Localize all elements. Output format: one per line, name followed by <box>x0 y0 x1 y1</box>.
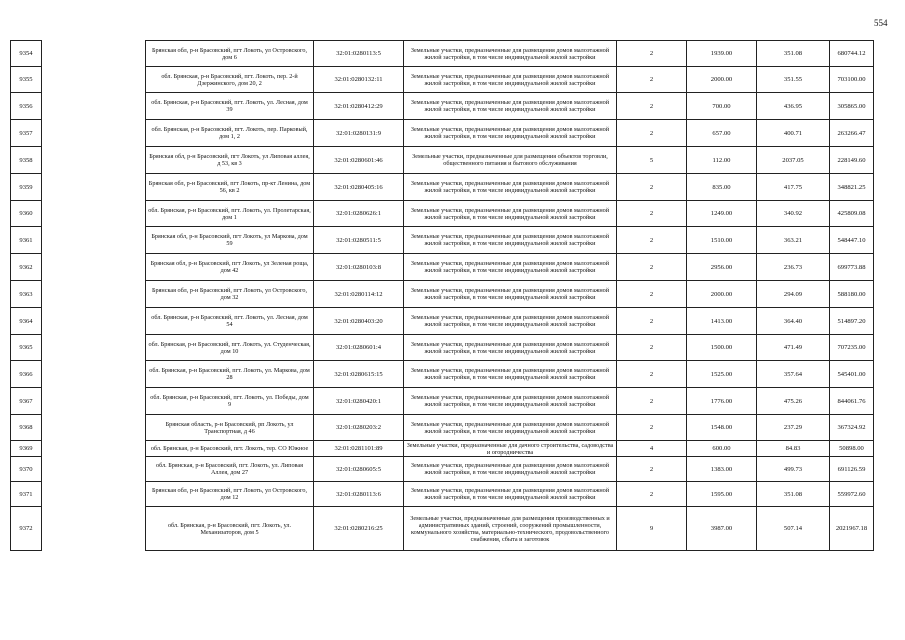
gap-cell <box>42 147 146 174</box>
row-number-cell: 9369 <box>11 441 42 457</box>
address-cell: обл. Брянская, р-н Брасовский, пгт. Локоть, ул. Липовая Аллея, дом 27 <box>146 457 314 482</box>
group-cell: 2 <box>617 308 687 335</box>
area-cell: 3987.00 <box>687 507 757 551</box>
specific-value-cell: 351.55 <box>757 67 830 93</box>
group-cell: 2 <box>617 335 687 361</box>
row-number-cell: 9366 <box>11 361 42 388</box>
cadastral-number-cell: 32:01:0281101:89 <box>314 441 404 457</box>
address-cell: Брянская обл, р-н Брасовский, пгт Локоть, ул Островского, дом 6 <box>146 41 314 67</box>
cadastral-value-cell: 548447.10 <box>830 227 874 254</box>
land-use-cell: Земельные участки, предназначенные для размещения домов малоэтажной жилой застройки, в том числе индивидуальной жилой застройки <box>404 120 617 147</box>
land-use-cell: Земельные участки, предназначенные для размещения домов малоэтажной жилой застройки, в том числе индивидуальной жилой застройки <box>404 254 617 281</box>
address-cell: обл. Брянская, р-н Брасовский, пгт. Локоть, ул. Маркова, дом 28 <box>146 361 314 388</box>
page-number: 554 <box>874 18 888 28</box>
area-cell: 2000.00 <box>687 281 757 308</box>
land-use-cell: Земельные участки, предназначенные для размещения домов малоэтажной жилой застройки, в том числе индивидуальной жилой застройки <box>404 41 617 67</box>
area-cell: 2000.00 <box>687 67 757 93</box>
cadastral-value-cell: 263266.47 <box>830 120 874 147</box>
address-cell: обл. Брянская, р-н Брасовский, пгт. Локоть, тер. СО Южное <box>146 441 314 457</box>
cadastral-number-cell: 32:01:0280405:16 <box>314 174 404 201</box>
table-row <box>11 388 874 415</box>
area-cell: 1500.00 <box>687 335 757 361</box>
specific-value-cell: 351.08 <box>757 41 830 67</box>
specific-value-cell: 294.09 <box>757 281 830 308</box>
land-use-cell: Земельные участки, предназначенные для размещения домов малоэтажной жилой застройки, в том числе индивидуальной жилой застройки <box>404 482 617 507</box>
cadastral-number-cell: 32:01:0280511:5 <box>314 227 404 254</box>
gap-cell <box>42 441 146 457</box>
cadastral-value-cell: 844061.76 <box>830 388 874 415</box>
specific-value-cell: 471.49 <box>757 335 830 361</box>
area-cell: 1595.00 <box>687 482 757 507</box>
cadastral-number-cell: 32:01:0280132:11 <box>314 67 404 93</box>
land-use-cell: Земельные участки, предназначенные для дачного строительства, садоводства и огородничества <box>404 441 617 457</box>
cadastral-number-cell: 32:01:0280113:6 <box>314 482 404 507</box>
area-cell: 2956.00 <box>687 254 757 281</box>
cadastral-number-cell: 32:01:0280605:5 <box>314 457 404 482</box>
gap-cell <box>42 227 146 254</box>
row-number-cell: 9367 <box>11 388 42 415</box>
gap-cell <box>42 388 146 415</box>
row-number-cell: 9354 <box>11 41 42 67</box>
row-number-cell: 9362 <box>11 254 42 281</box>
row-number-cell: 9360 <box>11 201 42 227</box>
specific-value-cell: 340.92 <box>757 201 830 227</box>
cadastral-value-cell: 2021967.18 <box>830 507 874 551</box>
table-row <box>11 308 874 335</box>
gap-cell <box>42 507 146 551</box>
group-cell: 2 <box>617 281 687 308</box>
cadastral-value-table <box>10 40 874 551</box>
group-cell: 2 <box>617 361 687 388</box>
gap-cell <box>42 415 146 441</box>
table-row <box>11 441 874 457</box>
gap-cell <box>42 254 146 281</box>
specific-value-cell: 363.21 <box>757 227 830 254</box>
gap-cell <box>42 335 146 361</box>
cadastral-value-cell: 680744.12 <box>830 41 874 67</box>
address-cell: Брянская обл, р-н Брасовский, пгт Локоть, ул Островского, дом 12 <box>146 482 314 507</box>
table-row <box>11 227 874 254</box>
cadastral-number-cell: 32:01:0280403:20 <box>314 308 404 335</box>
group-cell: 2 <box>617 482 687 507</box>
group-cell: 2 <box>617 201 687 227</box>
table-row <box>11 415 874 441</box>
address-cell: Брянская обл, р-н Брасовский, пгт Локоть, ул Маркова, дом 59 <box>146 227 314 254</box>
cadastral-value-cell: 588180.00 <box>830 281 874 308</box>
cadastral-value-cell: 425809.08 <box>830 201 874 227</box>
row-number-cell: 9356 <box>11 93 42 120</box>
table-row <box>11 507 874 551</box>
land-use-cell: Земельные участки, предназначенные для размещения домов малоэтажной жилой застройки, в том числе индивидуальной жилой застройки <box>404 361 617 388</box>
row-number-cell: 9363 <box>11 281 42 308</box>
cadastral-number-cell: 32:01:0280113:5 <box>314 41 404 67</box>
cadastral-value-cell: 699773.88 <box>830 254 874 281</box>
land-use-cell: Земельные участки, предназначенные для размещения домов малоэтажной жилой застройки, в том числе индивидуальной жилой застройки <box>404 227 617 254</box>
gap-cell <box>42 482 146 507</box>
address-cell: обл. Брянская, р-н Брасовский, пгт. Локоть, ул. Механизаторов, дом 5 <box>146 507 314 551</box>
area-cell: 1525.00 <box>687 361 757 388</box>
address-cell: обл. Брянская, р-н Брасовский, пгт. Локоть, ул. Лесная, дом 39 <box>146 93 314 120</box>
row-number-cell: 9370 <box>11 457 42 482</box>
cadastral-number-cell: 32:01:0280114:12 <box>314 281 404 308</box>
cadastral-value-cell: 691126.59 <box>830 457 874 482</box>
cadastral-value-cell: 514897.20 <box>830 308 874 335</box>
cadastral-value-cell: 545401.00 <box>830 361 874 388</box>
area-cell: 700.00 <box>687 93 757 120</box>
group-cell: 2 <box>617 254 687 281</box>
address-cell: обл. Брянская, р-н Брасовский, пгт. Локоть, пер. 2-й Дзержинского, дом 20, 2 <box>146 67 314 93</box>
area-cell: 112.00 <box>687 147 757 174</box>
cadastral-value-cell: 707235.00 <box>830 335 874 361</box>
land-use-cell: Земельные участки, предназначенные для размещения домов малоэтажной жилой застройки, в том числе индивидуальной жилой застройки <box>404 67 617 93</box>
land-use-cell: Земельные участки, предназначенные для размещения домов малоэтажной жилой застройки, в том числе индивидуальной жилой застройки <box>404 281 617 308</box>
cadastral-number-cell: 32:01:0280131:9 <box>314 120 404 147</box>
group-cell: 2 <box>617 67 687 93</box>
area-cell: 1383.00 <box>687 457 757 482</box>
table-row <box>11 41 874 67</box>
gap-cell <box>42 174 146 201</box>
table-row <box>11 120 874 147</box>
cadastral-value-cell: 50898.00 <box>830 441 874 457</box>
gap-cell <box>42 281 146 308</box>
group-cell: 2 <box>617 388 687 415</box>
cadastral-value-cell: 367324.92 <box>830 415 874 441</box>
gap-cell <box>42 457 146 482</box>
cadastral-value-cell: 559972.60 <box>830 482 874 507</box>
specific-value-cell: 499.73 <box>757 457 830 482</box>
cadastral-number-cell: 32:01:0280601:4 <box>314 335 404 361</box>
land-use-cell: Земельные участки, предназначенные для размещения домов малоэтажной жилой застройки, в том числе индивидуальной жилой застройки <box>404 388 617 415</box>
table-row <box>11 335 874 361</box>
row-number-cell: 9359 <box>11 174 42 201</box>
address-cell: Брянская обл, р-н Брасовский, пгт Локоть, ул Островского, дом 32 <box>146 281 314 308</box>
specific-value-cell: 417.75 <box>757 174 830 201</box>
table-row <box>11 147 874 174</box>
address-cell: Брянская область, р-н Брасовский, рп Локоть, ул Транспортная, д 46 <box>146 415 314 441</box>
specific-value-cell: 351.08 <box>757 482 830 507</box>
group-cell: 4 <box>617 441 687 457</box>
gap-cell <box>42 41 146 67</box>
gap-cell <box>42 67 146 93</box>
area-cell: 1939.00 <box>687 41 757 67</box>
row-number-cell: 9371 <box>11 482 42 507</box>
land-use-cell: Земельные участки, предназначенные для размещения домов малоэтажной жилой застройки, в том числе индивидуальной жилой застройки <box>404 174 617 201</box>
cadastral-number-cell: 32:01:0280103:8 <box>314 254 404 281</box>
specific-value-cell: 237.29 <box>757 415 830 441</box>
area-cell: 835.00 <box>687 174 757 201</box>
address-cell: Брянская обл, р-н Брасовский, пгт Локоть, пр-кт Ленина, дом 56, кв 2 <box>146 174 314 201</box>
row-number-cell: 9372 <box>11 507 42 551</box>
table-row <box>11 93 874 120</box>
address-cell: Брянская обл, р-н Брасовский, пгт Локоть, ул Липовая аллея, д 53, кв 3 <box>146 147 314 174</box>
table-row <box>11 482 874 507</box>
address-cell: обл. Брянская, р-н Брасовский, пгт. Локоть, ул. Лесная, дом 54 <box>146 308 314 335</box>
land-use-cell: Земельные участки, предназначенные для размещения объектов торговли, общественного питания и бытового обслуживания <box>404 147 617 174</box>
row-number-cell: 9355 <box>11 67 42 93</box>
cadastral-number-cell: 32:01:0280412:29 <box>314 93 404 120</box>
area-cell: 1776.00 <box>687 388 757 415</box>
area-cell: 1510.00 <box>687 227 757 254</box>
gap-cell <box>42 93 146 120</box>
land-use-cell: Земельные участки, предназначенные для размещения производственных и административных зданий, строений, сооружений промышленности, коммунального хозяйства, материально-технического, продовольственного снабжения, сбыта и заготовок <box>404 507 617 551</box>
address-cell: Брянская обл, р-н Брасовский, пгт Локоть, ул Зеленая роща, дом 42 <box>146 254 314 281</box>
row-number-cell: 9368 <box>11 415 42 441</box>
table-row <box>11 457 874 482</box>
gap-cell <box>42 120 146 147</box>
land-use-cell: Земельные участки, предназначенные для размещения домов малоэтажной жилой застройки, в том числе индивидуальной жилой застройки <box>404 415 617 441</box>
group-cell: 2 <box>617 415 687 441</box>
table-row <box>11 174 874 201</box>
group-cell: 2 <box>617 227 687 254</box>
cadastral-number-cell: 32:01:0280626:1 <box>314 201 404 227</box>
address-cell: обл. Брянская, р-н Брасовский, пгт. Локоть, ул. Победы, дом 9 <box>146 388 314 415</box>
gap-cell <box>42 201 146 227</box>
table-body <box>11 41 874 551</box>
gap-cell <box>42 361 146 388</box>
table-row <box>11 281 874 308</box>
cadastral-value-cell: 703100.00 <box>830 67 874 93</box>
group-cell: 2 <box>617 120 687 147</box>
specific-value-cell: 84.83 <box>757 441 830 457</box>
cadastral-value-cell: 305865.00 <box>830 93 874 120</box>
group-cell: 2 <box>617 41 687 67</box>
group-cell: 2 <box>617 174 687 201</box>
area-cell: 1548.00 <box>687 415 757 441</box>
area-cell: 657.00 <box>687 120 757 147</box>
row-number-cell: 9365 <box>11 335 42 361</box>
cadastral-value-cell: 348821.25 <box>830 174 874 201</box>
group-cell: 5 <box>617 147 687 174</box>
group-cell: 2 <box>617 93 687 120</box>
cadastral-number-cell: 32:01:0280615:15 <box>314 361 404 388</box>
land-use-cell: Земельные участки, предназначенные для размещения домов малоэтажной жилой застройки, в том числе индивидуальной жилой застройки <box>404 201 617 227</box>
specific-value-cell: 364.40 <box>757 308 830 335</box>
row-number-cell: 9364 <box>11 308 42 335</box>
cadastral-number-cell: 32:01:0280601:46 <box>314 147 404 174</box>
table-row <box>11 201 874 227</box>
table-row <box>11 67 874 93</box>
specific-value-cell: 475.26 <box>757 388 830 415</box>
specific-value-cell: 436.95 <box>757 93 830 120</box>
address-cell: обл. Брянская, р-н Брасовский, пгт. Локоть, ул. Пролетарская, дом 1 <box>146 201 314 227</box>
cadastral-number-cell: 32:01:0280203:2 <box>314 415 404 441</box>
specific-value-cell: 357.64 <box>757 361 830 388</box>
cadastral-number-cell: 32:01:0280420:1 <box>314 388 404 415</box>
group-cell: 2 <box>617 457 687 482</box>
land-use-cell: Земельные участки, предназначенные для размещения домов малоэтажной жилой застройки, в том числе индивидуальной жилой застройки <box>404 308 617 335</box>
cadastral-number-cell: 32:01:0280216:25 <box>314 507 404 551</box>
area-cell: 1413.00 <box>687 308 757 335</box>
area-cell: 600.00 <box>687 441 757 457</box>
land-use-cell: Земельные участки, предназначенные для размещения домов малоэтажной жилой застройки, в том числе индивидуальной жилой застройки <box>404 93 617 120</box>
land-use-cell: Земельные участки, предназначенные для размещения домов малоэтажной жилой застройки, в том числе индивидуальной жилой застройки <box>404 335 617 361</box>
specific-value-cell: 507.14 <box>757 507 830 551</box>
row-number-cell: 9358 <box>11 147 42 174</box>
address-cell: обл. Брянская, р-н Брасовский, пгт. Локоть, пер. Парковый, дом 1, 2 <box>146 120 314 147</box>
table-row <box>11 254 874 281</box>
specific-value-cell: 400.71 <box>757 120 830 147</box>
row-number-cell: 9357 <box>11 120 42 147</box>
specific-value-cell: 236.73 <box>757 254 830 281</box>
group-cell: 9 <box>617 507 687 551</box>
row-number-cell: 9361 <box>11 227 42 254</box>
address-cell: обл. Брянская, р-н Брасовский, пгт. Локоть, ул. Студенческая, дом 10 <box>146 335 314 361</box>
table-row <box>11 361 874 388</box>
specific-value-cell: 2037.05 <box>757 147 830 174</box>
cadastral-table-container <box>10 40 873 551</box>
gap-cell <box>42 308 146 335</box>
land-use-cell: Земельные участки, предназначенные для размещения домов малоэтажной жилой застройки, в том числе индивидуальной жилой застройки <box>404 457 617 482</box>
area-cell: 1249.00 <box>687 201 757 227</box>
cadastral-value-cell: 228149.60 <box>830 147 874 174</box>
